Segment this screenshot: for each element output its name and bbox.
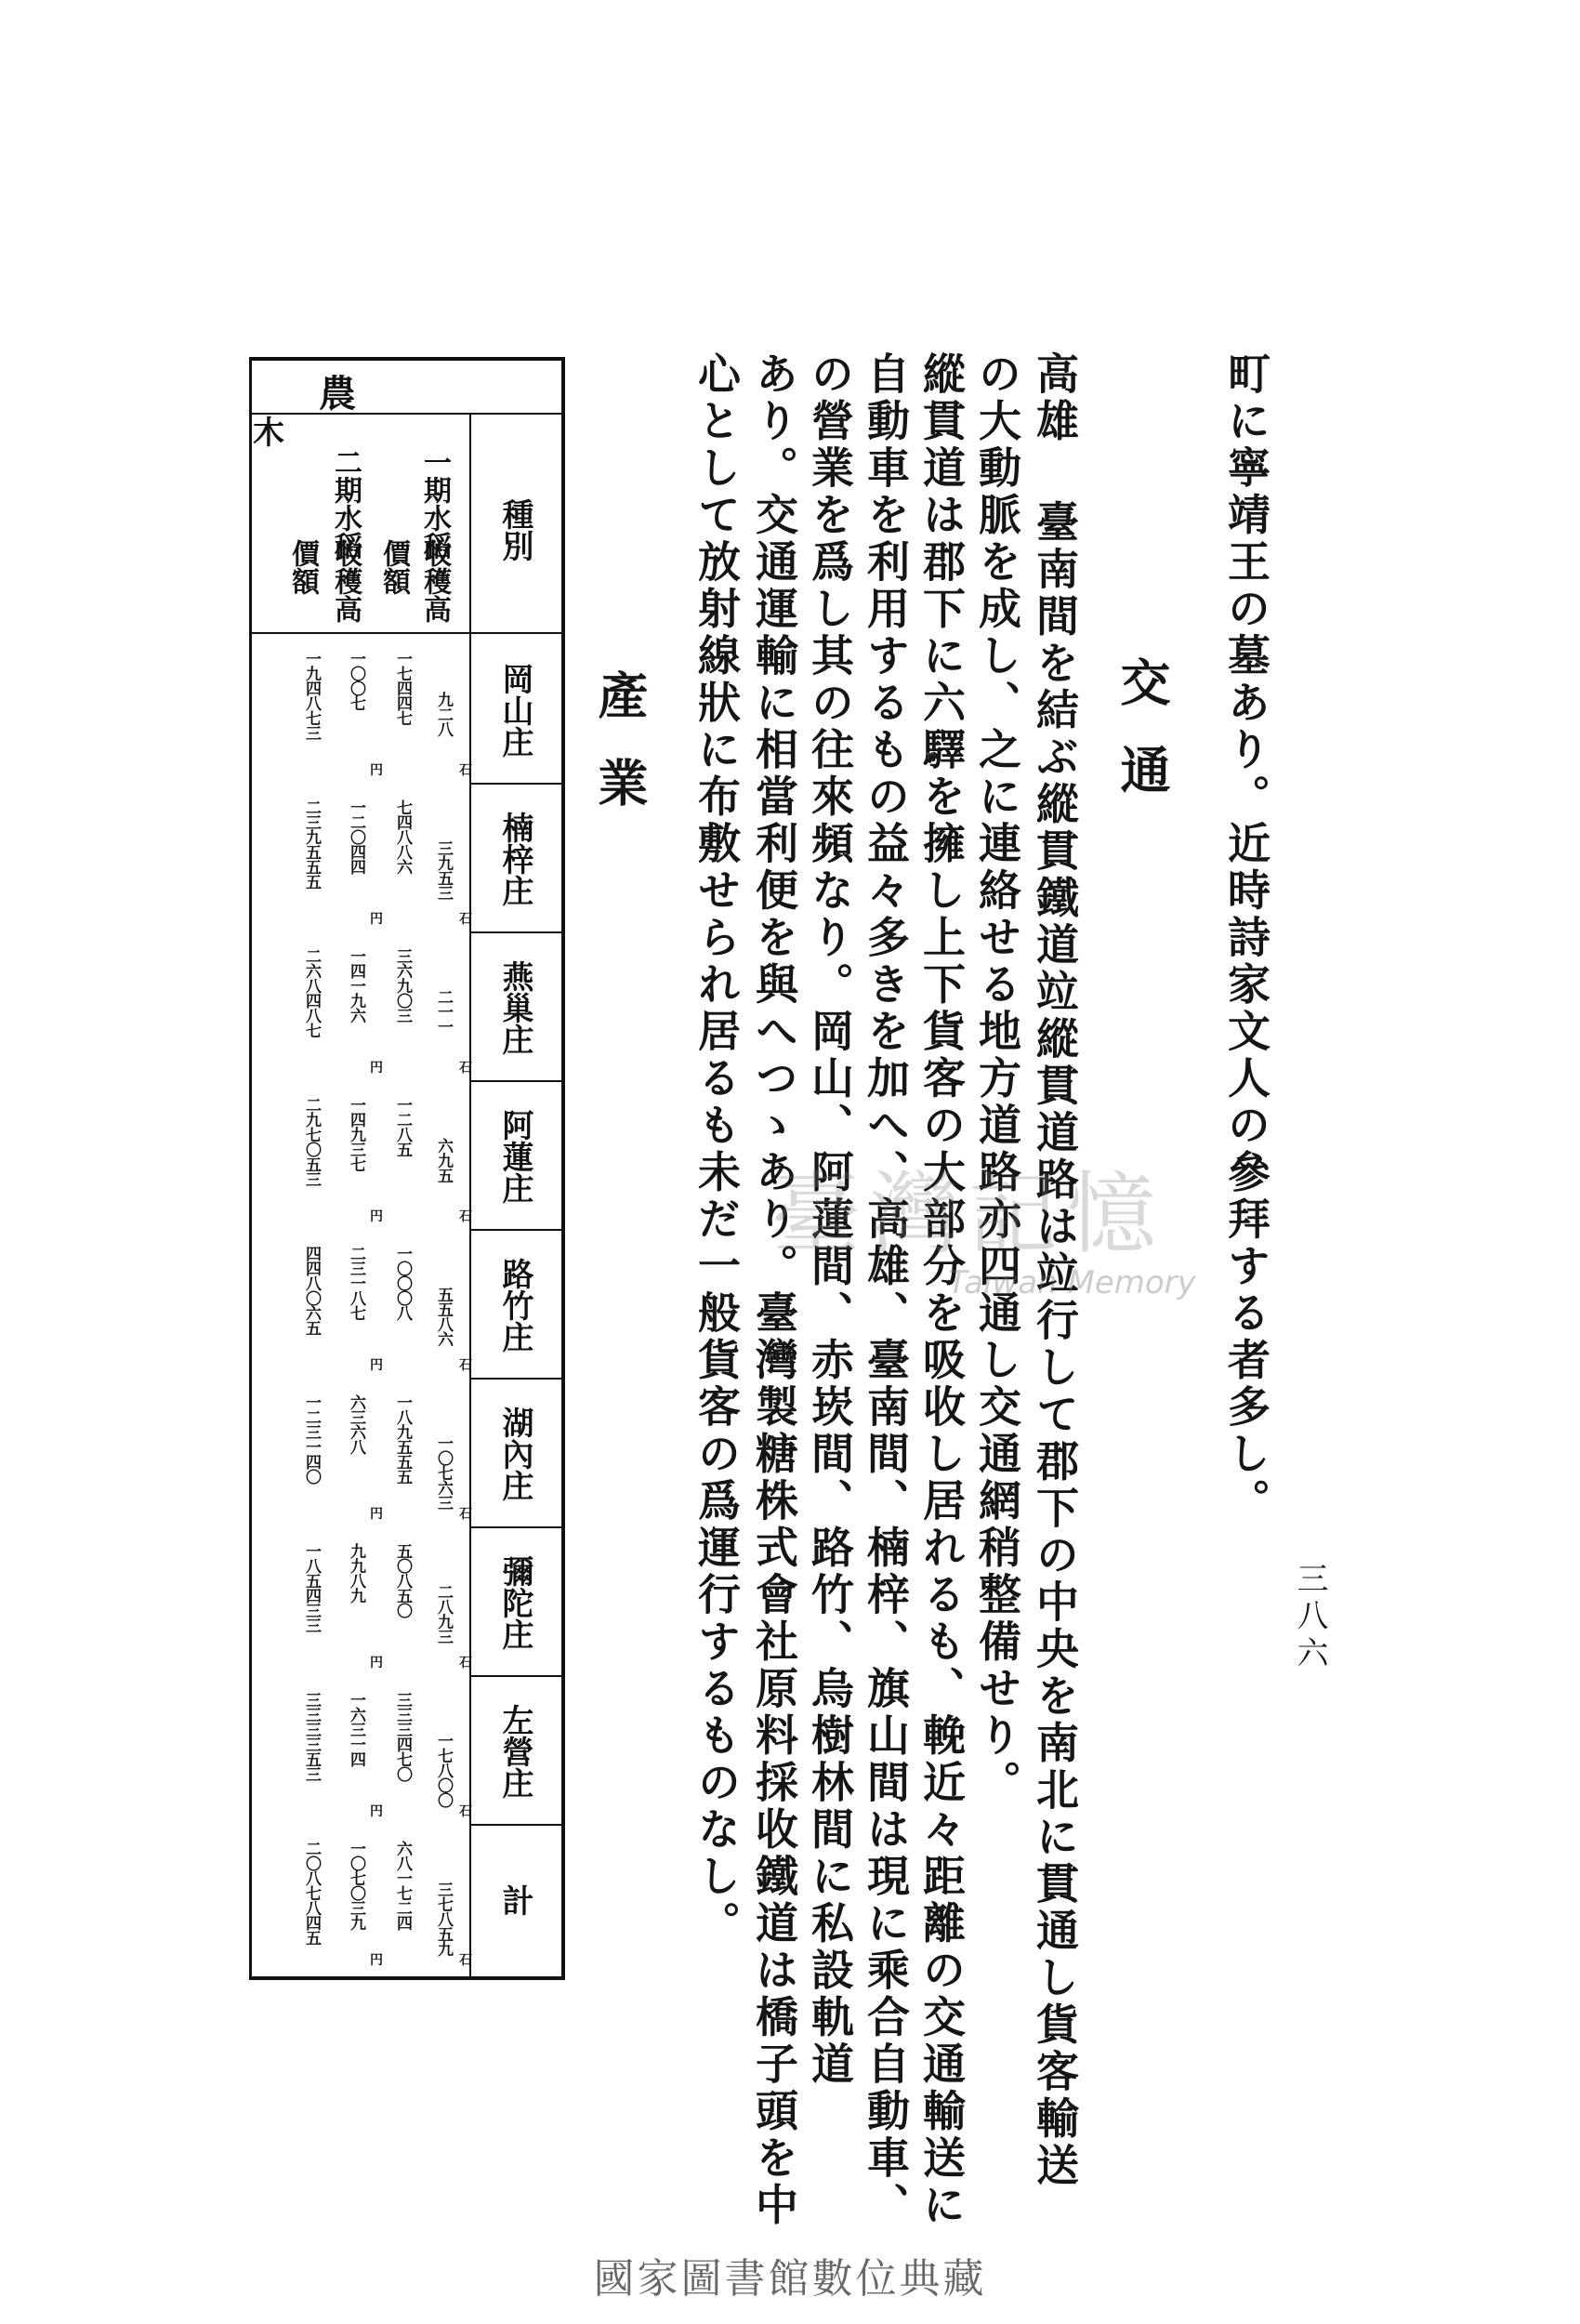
col-label-yield-1: 收穫高	[418, 539, 451, 623]
cell-v3: 一〇〇七	[347, 651, 365, 710]
row-divider	[469, 1229, 565, 1231]
unit-koku: 石	[459, 1209, 472, 1224]
row-label: 燕巢庄	[496, 960, 533, 1055]
cell-v1: 一〇七六三	[434, 1435, 453, 1510]
section-heading-traffic: 交通	[1113, 656, 1172, 831]
section-heading-industry: 產業	[590, 669, 650, 844]
col-label-yield-2: 收穫高	[329, 539, 362, 623]
cell-v2: 一八九五五五	[393, 1394, 412, 1484]
cell-v4: 一九四八七三	[302, 651, 321, 740]
header-bottom-rule	[249, 632, 565, 634]
footer-credit: 國家圖書館數位典藏	[593, 2255, 987, 2303]
cell-v4: 四四八〇六五	[302, 1246, 321, 1335]
traffic-line-6: あり。交通運輸に相當利便を與へつゝあり。臺灣製糖株式會社原料採收鐵道は橋子頭を中	[749, 351, 799, 2229]
traffic-line-7: 心として放射線狀に布敷せられ居るも未だ一般貨客の爲運行するものなし。	[691, 351, 742, 1948]
table-left-rule	[249, 357, 252, 1980]
cell-v3: 一四九三七	[347, 1097, 365, 1171]
cell-v3: 一二〇四四	[347, 799, 365, 874]
cell-v4: 二三九五五五	[302, 799, 321, 889]
row-divider	[469, 1675, 565, 1677]
cell-v3: 二三一八七	[347, 1246, 365, 1320]
cell-v4: 二〇八七八四五	[302, 1841, 321, 1945]
unit-koku: 石	[459, 763, 472, 778]
row-divider	[469, 1378, 565, 1380]
cell-v4: 二六八四八七	[302, 948, 321, 1037]
unit-koku: 石	[459, 1953, 472, 1968]
row-label: 阿蓮庄	[496, 1109, 533, 1204]
row-label: 岡山庄	[496, 663, 533, 758]
col-label-first-rice: 一期水稻	[418, 448, 451, 560]
col-label-value-2: 價額	[286, 539, 319, 595]
col-label-second-rice: 二期水稻	[329, 448, 362, 560]
row-label: 楠梓庄	[496, 812, 533, 906]
row-label: 計	[496, 1884, 533, 1916]
unit-yen: 円	[370, 1358, 383, 1373]
watermark-logo-en: Taiwan Memory	[948, 1264, 1196, 1301]
unit-yen: 円	[370, 1209, 383, 1224]
cell-v3: 一六三一四	[347, 1692, 365, 1766]
row-label: 彌陀庄	[496, 1555, 533, 1650]
traffic-line-1: 高雄 臺南間を結ぶ縱貫鐵道竝縱貫道路は竝行して郡下の中央を南北に貫通し貨客輸送	[1030, 351, 1080, 2190]
header-category: 種別	[496, 498, 533, 561]
cell-v1: 五五八六	[434, 1287, 453, 1346]
traffic-line-5: の營業を爲し其の往來頻なり。岡山、阿蓮間、赤崁間、路竹、烏樹林間に私設軌道	[805, 351, 855, 2089]
table-bottom-rule	[249, 1976, 565, 1980]
table-header-divider	[469, 413, 471, 1980]
cell-v1: 九二八	[434, 692, 453, 736]
cell-v2: 七四八八六	[393, 799, 412, 874]
cell-v2: 六八一七二四	[393, 1841, 412, 1930]
cell-v2: 三三三四七〇	[393, 1692, 412, 1781]
page-number: 三八六	[1291, 1562, 1328, 1673]
cell-v4: 二九七〇五三	[302, 1097, 321, 1186]
cell-v2: 一七四四七	[393, 651, 412, 725]
unit-koku: 石	[459, 1358, 472, 1373]
row-divider	[469, 1080, 565, 1082]
row-label: 路竹庄	[496, 1258, 533, 1353]
cell-v4: 一八五四三三	[302, 1543, 321, 1632]
row-divider	[469, 1824, 565, 1826]
unit-koku: 石	[459, 1507, 472, 1522]
row-divider	[469, 931, 565, 933]
table-title-extra: 木	[253, 415, 284, 452]
row-divider	[469, 783, 565, 785]
cell-v4: 三三三三五三	[302, 1692, 321, 1781]
cell-v1: 三九五三	[434, 840, 453, 900]
traffic-line-2: の大動脈を成し、之に連絡せる地方道路亦四通し交通網稍整備せり。	[972, 351, 1022, 1807]
cell-v3: 一〇七〇三九	[347, 1841, 365, 1930]
cell-v3: 一四一九六	[347, 948, 365, 1023]
cell-v1: 二八九三	[434, 1584, 453, 1644]
intro-line: 町に寧靖王の墓あり。近時詩家文人の參拜する者多し。	[1221, 351, 1271, 1525]
cell-v1: 三七八五九	[434, 1882, 453, 1956]
cell-v2: 一二八五	[393, 1097, 412, 1156]
row-label: 左營庄	[496, 1704, 533, 1799]
unit-yen: 円	[370, 763, 383, 778]
unit-koku: 石	[459, 1804, 472, 1819]
cell-v1: 一七八〇〇	[434, 1733, 453, 1807]
cell-v3: 九九八九	[347, 1543, 365, 1603]
cell-v2: 三六九〇三	[393, 948, 412, 1023]
row-label: 湖內庄	[496, 1406, 533, 1501]
row-divider	[469, 1526, 565, 1528]
unit-yen: 円	[370, 912, 383, 927]
cell-v2: 五〇八五〇	[393, 1543, 412, 1618]
unit-koku: 石	[459, 1061, 472, 1076]
table-top-rule	[249, 357, 565, 361]
cell-v3: 六三六八	[347, 1394, 365, 1454]
unit-yen: 円	[370, 1953, 383, 1968]
unit-koku: 石	[459, 912, 472, 927]
unit-yen: 円	[370, 1656, 383, 1670]
watermark-logo: 臺灣記憶	[771, 1162, 1165, 1266]
table-right-rule	[561, 357, 565, 1980]
traffic-line-4: 自動車を利用するもの益々多きを加へ、高雄、臺南間、楠梓、旗山間は現に乘合自動車、	[861, 351, 911, 2229]
unit-yen: 円	[370, 1507, 383, 1522]
cell-v2: 一〇〇〇八	[393, 1246, 412, 1320]
cell-v1: 六九五	[434, 1138, 453, 1182]
unit-koku: 石	[459, 1656, 472, 1670]
traffic-line-3: 縱貫道は郡下に六驛を擁し上下貨客の大部分を吸收し居れるも、輓近々距離の交通輸送に	[916, 351, 967, 2229]
cell-v1: 二一一	[434, 989, 453, 1034]
table-title: 農	[319, 372, 356, 416]
unit-yen: 円	[370, 1061, 383, 1076]
unit-yen: 円	[370, 1804, 383, 1819]
col-label-value-1: 價額	[377, 539, 410, 595]
cell-v4: 一二三一四〇	[302, 1394, 321, 1484]
